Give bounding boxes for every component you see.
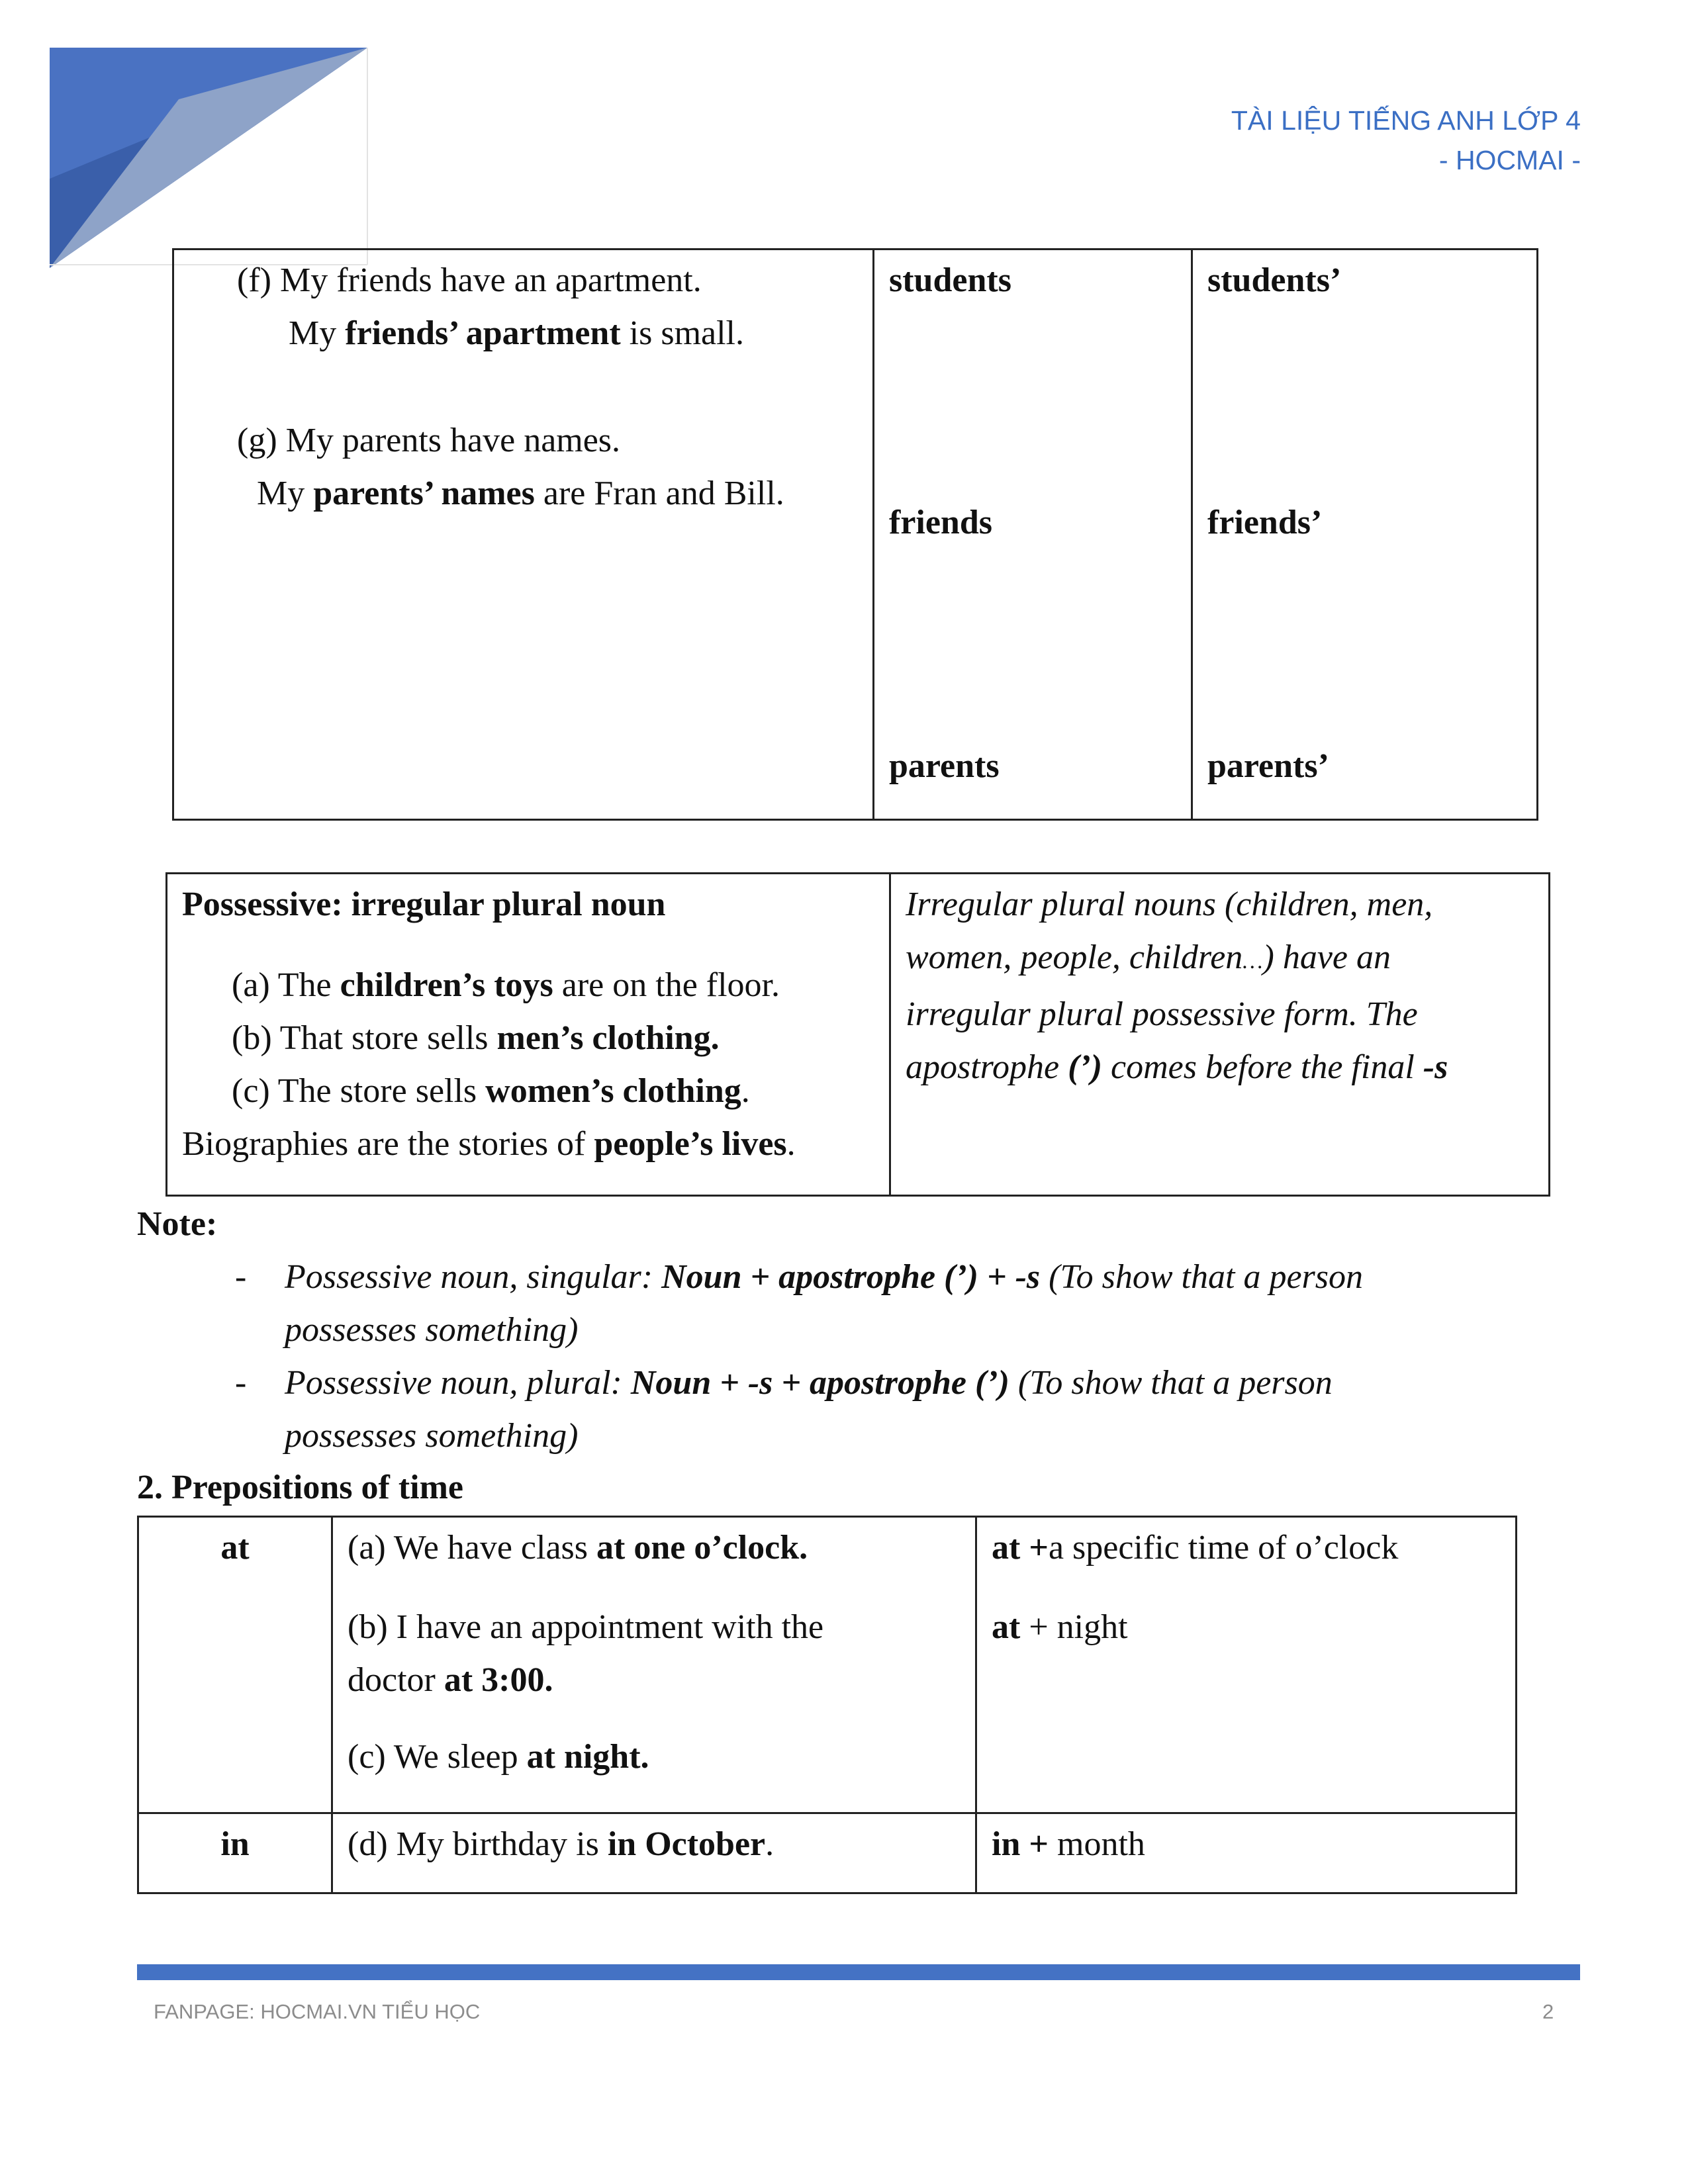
possessive-word: parents’ — [1207, 747, 1329, 785]
prep-rule: at +a specific time of o’clock — [992, 1529, 1399, 1567]
irregular-example-b: (b) That store sells men’s clothing. — [232, 1019, 720, 1057]
example-sentence: My parents have names. — [285, 422, 621, 459]
prep-word: in — [220, 1825, 250, 1863]
examples-cell — [173, 250, 874, 820]
irregular-heading: Possessive: irregular plural noun — [182, 886, 666, 923]
example-g-possessive: My parents’ names are Fran and Bill. — [257, 475, 784, 512]
example-f-possessive: My friends’ apartment is small. — [289, 314, 744, 352]
prep-word: at — [220, 1529, 250, 1567]
bullet-dash: - — [235, 1258, 247, 1296]
prep-examples-cell — [332, 1517, 976, 1813]
example-label: (g) — [237, 422, 277, 459]
footer-bar — [137, 1964, 1580, 1980]
prep-cell — [138, 1813, 332, 1893]
example-sentence: My friends have an apartment. — [279, 261, 702, 299]
prepositions-table — [137, 1516, 1517, 1894]
prep-examples-cell — [332, 1813, 976, 1893]
prep-rule: at + night — [992, 1608, 1128, 1646]
section-title: 2. Prepositions of time — [137, 1469, 463, 1506]
prep-rule: in + month — [992, 1825, 1145, 1863]
footer-fanpage: FANPAGE: HOCMAI.VN TIỂU HỌC — [154, 2000, 481, 2023]
plural-word: friends — [889, 504, 992, 541]
note-title: Note: — [137, 1205, 218, 1243]
irregular-extra: Biographies are the stories of people’s lives. — [182, 1125, 796, 1163]
example-label: (f) — [237, 261, 271, 299]
corner-decoration — [0, 0, 371, 278]
prep-example: (b) I have an appointment with the doctor at 3:00. — [348, 1608, 824, 1699]
possessive-cell — [1192, 250, 1538, 820]
irregular-explanation: Irregular plural nouns (children, men, women, people, children…) have an irregular plural possessive form. The apostrophe (’) comes before the final -s — [906, 886, 1448, 1086]
possessive-word: friends’ — [1207, 504, 1323, 541]
plural-word: parents — [889, 747, 1000, 785]
possessive-word: students’ — [1207, 261, 1342, 299]
plural-possessive-table — [172, 248, 1538, 821]
prep-cell — [138, 1517, 332, 1813]
header-title: TÀI LIỆU TIẾNG ANH LỚP 4 — [1231, 105, 1581, 136]
prep-rules-cell — [976, 1813, 1517, 1893]
page-number: 2 — [1542, 2000, 1554, 2023]
irregular-explanation-cell — [890, 874, 1550, 1196]
bullet-dash: - — [235, 1364, 247, 1402]
example-f — [237, 254, 702, 307]
example-g — [237, 414, 620, 467]
prep-example: (c) We sleep at night. — [348, 1738, 649, 1776]
plural-cell — [874, 250, 1192, 820]
irregular-example-c: (c) The store sells women’s clothing. — [232, 1072, 750, 1110]
prep-example: (d) My birthday is in October. — [348, 1825, 774, 1863]
irregular-plural-table — [165, 872, 1550, 1197]
irregular-example-a: (a) The children’s toys are on the floor. — [232, 966, 780, 1004]
prep-rules-cell — [976, 1517, 1517, 1813]
plural-word: students — [889, 261, 1011, 299]
irregular-examples-cell — [167, 874, 890, 1196]
prep-example: (a) We have class at one o’clock. — [348, 1529, 808, 1567]
header-subtitle: - HOCMAI - — [1438, 145, 1581, 175]
